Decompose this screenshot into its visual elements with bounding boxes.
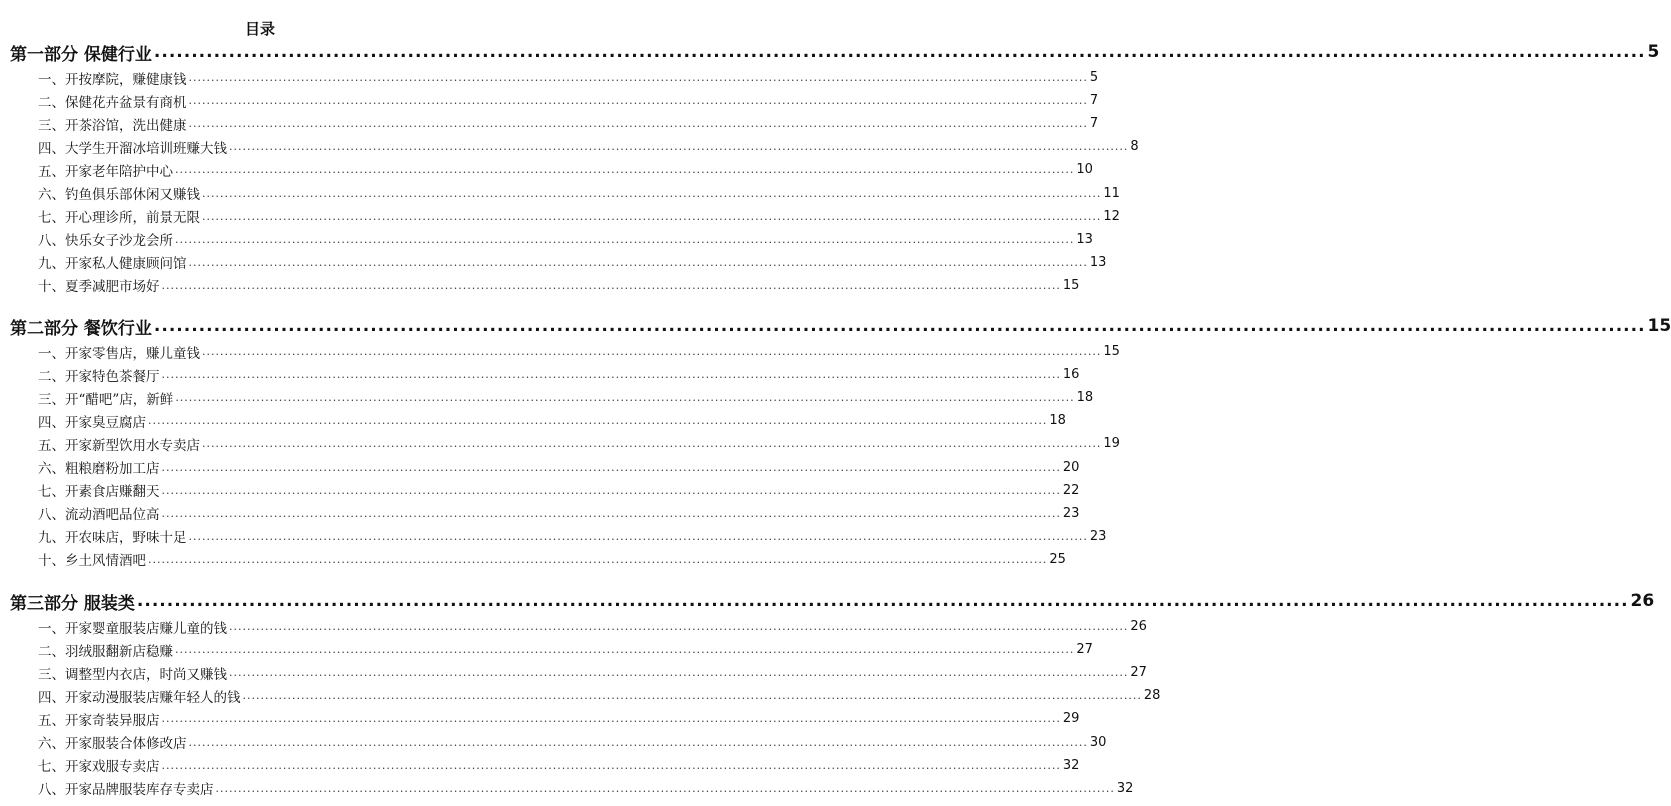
- entry-page-number: 7: [1089, 116, 1099, 132]
- entry-page-number: 20: [1062, 459, 1080, 475]
- leader-dots: ........................................................................................................................................................................................................: [161, 278, 1061, 292]
- entry-label: 七、开心理诊所，前景无限: [38, 210, 200, 227]
- entry-page-number: 5: [1089, 70, 1099, 86]
- toc-entry[interactable]: [38, 479, 1080, 502]
- toc-entry[interactable]: [38, 112, 1099, 135]
- leader-dots: ........................................................................................................................................................................................................: [202, 209, 1102, 223]
- entry-label: 十、乡土风情酒吧: [38, 553, 146, 570]
- entry-label: 八、快乐女子沙龙会所: [38, 233, 173, 250]
- leader-dots: ........................................................................................................................................................................................................: [148, 552, 1048, 566]
- entry-page-number: 28: [1143, 688, 1161, 704]
- entry-page-number: 32: [1116, 780, 1134, 796]
- leader-dots: ........................................................................................................................................................................................................: [153, 42, 1646, 62]
- entry-list: [0, 340, 1120, 571]
- part-heading-row[interactable]: [10, 38, 1660, 66]
- part-heading-row[interactable]: [10, 312, 1671, 340]
- toc-entry[interactable]: [38, 638, 1093, 661]
- toc-entry[interactable]: [38, 684, 1161, 707]
- toc-entry[interactable]: [38, 363, 1080, 386]
- toc-entry[interactable]: [38, 251, 1107, 274]
- entry-page-number: 16: [1062, 367, 1080, 383]
- entry-page-number: 19: [1103, 436, 1120, 452]
- entry-page-number: 25: [1049, 551, 1066, 567]
- entry-page-number: 29: [1062, 711, 1080, 727]
- leader-dots: ........................................................................................................................................................................................................: [188, 529, 1088, 543]
- entry-page-number: 8: [1130, 139, 1139, 155]
- entry-page-number: 18: [1049, 413, 1066, 429]
- leader-dots: ........................................................................................................................................................................................................: [161, 712, 1061, 726]
- entry-label: 一、开按摩院，赚健康钱: [38, 71, 187, 88]
- toc-entry[interactable]: [38, 228, 1093, 251]
- entry-label: 四、大学生开溜冰培训班赚大钱: [38, 140, 227, 157]
- entry-label: 十、夏季减肥市场好: [38, 279, 160, 296]
- leader-dots: ........................................................................................................................................................................................................: [161, 758, 1061, 772]
- entry-page-number: 10: [1076, 162, 1093, 178]
- leader-dots: ........................................................................................................................................................................................................: [161, 460, 1061, 474]
- entry-label: 五、开家新型饮用水专卖店: [38, 437, 200, 454]
- leader-dots: ........................................................................................................................................................................................................: [175, 391, 1075, 405]
- entry-label: 一、开家零售店，赚儿童钱: [38, 345, 200, 362]
- toc-entry[interactable]: [38, 135, 1139, 158]
- leader-dots: ........................................................................................................................................................................................................: [215, 781, 1115, 795]
- entry-page-number: 27: [1076, 642, 1093, 658]
- toc-entry[interactable]: [38, 158, 1093, 181]
- entry-label: 六、粗粮磨粉加工店: [38, 461, 160, 478]
- toc-entry[interactable]: [38, 502, 1080, 525]
- entry-label: 九、开农味店，野味十足: [38, 530, 187, 547]
- leader-dots: ........................................................................................................................................................................................................: [242, 689, 1142, 703]
- toc-section-2: [0, 312, 1671, 571]
- entry-label: 二、羽绒服翻新店稳赚: [38, 643, 173, 660]
- entry-label: 七、开家戏服专卖店: [38, 759, 160, 776]
- part-page-number: 15: [1647, 316, 1671, 336]
- part-heading: 第二部分 餐饮行业: [10, 318, 152, 339]
- toc-entry[interactable]: [38, 66, 1099, 89]
- toc-entry[interactable]: [38, 615, 1147, 638]
- part-page-number: 26: [1630, 591, 1655, 611]
- leader-dots: ........................................................................................................................................................................................................: [202, 186, 1102, 200]
- entry-page-number: 15: [1103, 344, 1120, 360]
- leader-dots: ........................................................................................................................................................................................................: [229, 666, 1129, 680]
- part-heading: 第一部分 保健行业: [10, 44, 152, 65]
- toc-entry[interactable]: [38, 340, 1120, 363]
- leader-dots: ........................................................................................................................................................................................................: [175, 643, 1075, 657]
- entry-label: 六、开家服装合体修改店: [38, 736, 187, 753]
- entry-page-number: 11: [1103, 185, 1120, 201]
- entry-label: 三、开茶浴馆，洗出健康: [38, 117, 187, 134]
- leader-dots: ........................................................................................................................................................................................................: [188, 94, 1088, 108]
- toc-section-3: [0, 587, 1655, 800]
- toc-entry[interactable]: [38, 777, 1134, 800]
- leader-dots: ........................................................................................................................................................................................................: [161, 368, 1061, 382]
- leader-dots: ........................................................................................................................................................................................................: [202, 437, 1102, 451]
- toc-entry[interactable]: [38, 432, 1120, 455]
- entry-page-number: 23: [1089, 528, 1107, 544]
- leader-dots: ........................................................................................................................................................................................................: [188, 71, 1088, 85]
- leader-dots: ........................................................................................................................................................................................................: [229, 140, 1129, 154]
- entry-page-number: 13: [1089, 254, 1107, 270]
- entry-page-number: 30: [1089, 734, 1107, 750]
- part-heading-row[interactable]: [10, 587, 1655, 615]
- entry-page-number: 7: [1089, 93, 1099, 109]
- part-page-number: 5: [1647, 42, 1660, 62]
- toc-title: 目录: [244, 20, 275, 38]
- entry-label: 二、保健花卉盆景有商机: [38, 94, 187, 111]
- entry-label: 五、开家奇装异服店: [38, 712, 160, 729]
- leader-dots: ........................................................................................................................................................................................................: [136, 591, 1629, 611]
- entry-label: 二、开家特色茶餐厅: [38, 368, 160, 385]
- leader-dots: ........................................................................................................................................................................................................: [161, 506, 1061, 520]
- entry-page-number: 15: [1062, 277, 1080, 293]
- entry-page-number: 12: [1103, 208, 1120, 224]
- entry-list: [0, 615, 1161, 800]
- entry-label: 四、开家臭豆腐店: [38, 414, 146, 431]
- entry-page-number: 13: [1076, 231, 1093, 247]
- toc-entry[interactable]: [38, 525, 1107, 548]
- leader-dots: ........................................................................................................................................................................................................: [229, 620, 1129, 634]
- leader-dots: ........................................................................................................................................................................................................: [148, 414, 1048, 428]
- part-heading: 第三部分 服装类: [10, 593, 135, 614]
- leader-dots: ........................................................................................................................................................................................................: [175, 163, 1075, 177]
- entry-label: 四、开家动漫服装店赚年轻人的钱: [38, 689, 241, 706]
- entry-page-number: 23: [1062, 505, 1080, 521]
- entry-page-number: 26: [1130, 619, 1147, 635]
- toc-entry[interactable]: [38, 89, 1099, 112]
- toc-section-1: [0, 38, 1660, 297]
- toc-entry[interactable]: [38, 730, 1107, 753]
- entry-page-number: 27: [1130, 665, 1147, 681]
- toc-entry[interactable]: [38, 386, 1094, 409]
- leader-dots: ........................................................................................................................................................................................................: [175, 232, 1075, 246]
- toc-entry[interactable]: [38, 274, 1080, 297]
- toc-entry[interactable]: [38, 205, 1120, 228]
- toc-entry[interactable]: [38, 661, 1147, 684]
- toc-entry[interactable]: [38, 455, 1080, 478]
- entry-page-number: 18: [1076, 390, 1094, 406]
- entry-label: 七、开素食店赚翻天: [38, 484, 160, 501]
- toc-entry[interactable]: [38, 754, 1080, 777]
- entry-label: 三、开“醋吧”店，新鲜: [38, 391, 174, 408]
- entry-label: 八、流动酒吧品位高: [38, 507, 160, 524]
- entry-label: 五、开家老年陪护中心: [38, 163, 173, 180]
- leader-dots: ........................................................................................................................................................................................................: [188, 255, 1088, 269]
- entry-page-number: 32: [1062, 757, 1080, 773]
- entry-label: 八、开家品牌服装库存专卖店: [38, 782, 214, 799]
- toc-entry[interactable]: [38, 409, 1066, 432]
- leader-dots: ........................................................................................................................................................................................................: [202, 345, 1102, 359]
- entry-label: 一、开家婴童服装店赚儿童的钱: [38, 620, 227, 637]
- entry-page-number: 22: [1062, 482, 1080, 498]
- toc-entry[interactable]: [38, 181, 1120, 204]
- entry-label: 三、调整型内衣店，时尚又赚钱: [38, 666, 227, 683]
- entry-label: 六、钓鱼俱乐部休闲又赚钱: [38, 187, 200, 204]
- entry-label: 九、开家私人健康顾问馆: [38, 256, 187, 273]
- toc-entry[interactable]: [38, 707, 1080, 730]
- entry-list: [0, 66, 1139, 297]
- leader-dots: ........................................................................................................................................................................................................: [161, 483, 1061, 497]
- leader-dots: ........................................................................................................................................................................................................: [188, 117, 1088, 131]
- toc-entry[interactable]: [38, 548, 1066, 571]
- leader-dots: ........................................................................................................................................................................................................: [188, 735, 1088, 749]
- leader-dots: ........................................................................................................................................................................................................: [153, 316, 1646, 336]
